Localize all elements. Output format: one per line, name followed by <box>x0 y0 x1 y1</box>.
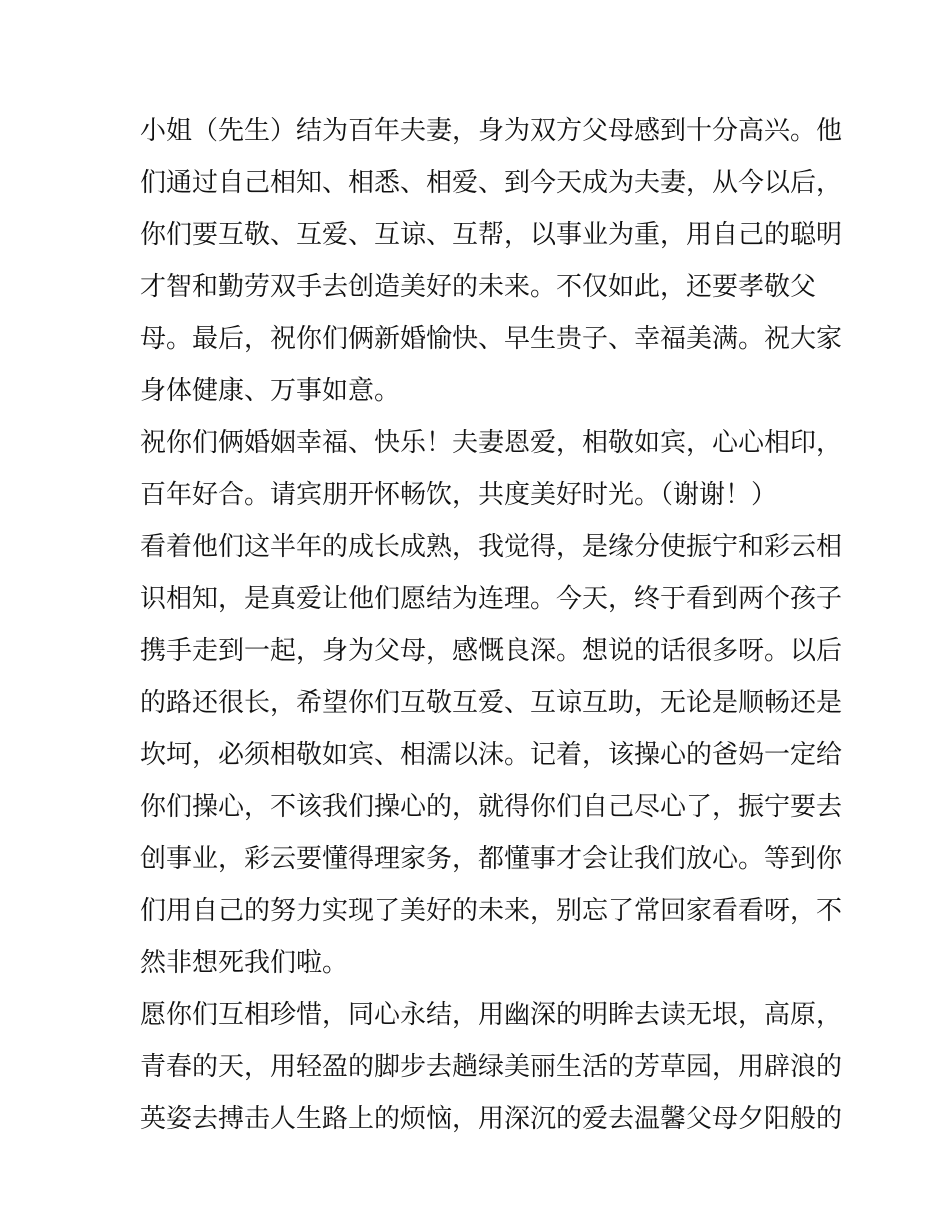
text-line: 坎坷，必须相敬如宾、相濡以沫。记着，该操心的爸妈一定给 <box>140 740 843 770</box>
text-line: 祝你们俩婚姻幸福、快乐！夫妻恩爱，相敬如宾，心心相印， <box>140 428 843 458</box>
text-line: 百年好合。请宾朋开怀畅饮，共度美好时光。（谢谢！） <box>140 480 778 510</box>
text-line: 母。最后，祝你们俩新婚愉快、早生贵子、幸福美满。祝大家 <box>140 324 843 354</box>
text-line: 携手走到一起，身为父母，感慨良深。想说的话很多呀。以后 <box>140 636 843 666</box>
text-line: 才智和勤劳双手去创造美好的未来。不仅如此，还要孝敬父 <box>140 272 817 302</box>
text-line: 身体健康、万事如意。 <box>140 376 401 406</box>
text-line: 愿你们互相珍惜，同心永结，用幽深的明眸去读无垠，高原， <box>140 1000 843 1030</box>
text-line: 然非想死我们啦。 <box>140 948 349 978</box>
text-line: 看着他们这半年的成长成熟，我觉得，是缘分使振宁和彩云相 <box>140 532 843 562</box>
text-line: 创事业，彩云要懂得理家务，都懂事才会让我们放心。等到你 <box>140 844 843 874</box>
text-line: 们通过自己相知、相悉、相爱、到今天成为夫妻，从今以后， <box>140 168 843 198</box>
text-line: 青春的天，用轻盈的脚步去趟绿美丽生活的芳草园，用辟浪的 <box>140 1052 843 1082</box>
text-line: 识相知，是真爱让他们愿结为连理。今天，终于看到两个孩子 <box>140 584 843 614</box>
text-line: 小姐（先生）结为百年夫妻，身为双方父母感到十分高兴。他 <box>140 116 843 146</box>
text-line: 英姿去搏击人生路上的烦恼，用深沉的爱去温馨父母夕阳般的 <box>140 1104 843 1134</box>
text-line: 你们操心，不该我们操心的，就得你们自己尽心了，振宁要去 <box>140 792 843 822</box>
text-line: 们用自己的努力实现了美好的未来，别忘了常回家看看呀，不 <box>140 896 843 926</box>
text-line: 你们要互敬、互爱、互谅、互帮，以事业为重，用自己的聪明 <box>140 220 843 250</box>
text-line: 的路还很长，希望你们互敬互爱、互谅互助，无论是顺畅还是 <box>140 688 843 718</box>
